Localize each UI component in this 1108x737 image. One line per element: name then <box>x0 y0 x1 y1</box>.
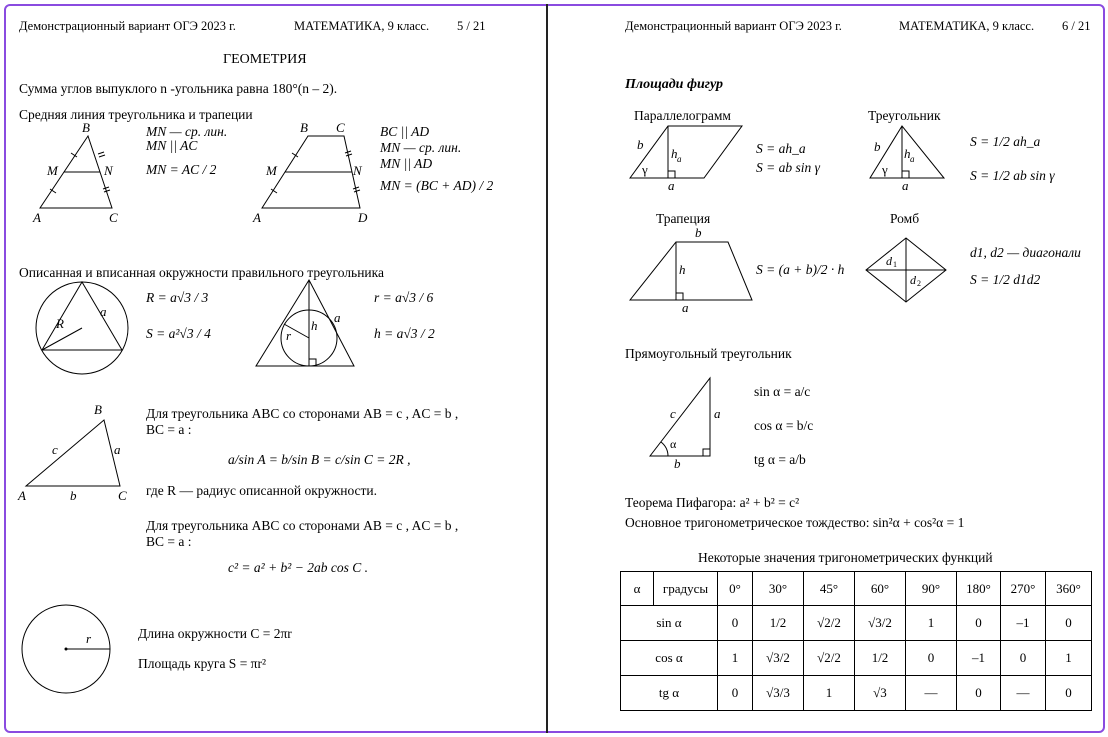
trap-formula: S = (a + b)/2 · h <box>756 262 845 277</box>
svg-text:a: a <box>668 178 675 193</box>
table-row <box>621 676 1092 711</box>
svg-text:2: 2 <box>917 279 921 288</box>
svg-text:c: c <box>52 442 58 457</box>
svg-text:a: a <box>114 442 121 457</box>
svg-text:A: A <box>18 488 26 503</box>
table-row <box>621 606 1092 641</box>
svg-text:r: r <box>286 328 292 343</box>
svg-text:b: b <box>674 456 681 471</box>
row-function: sin α <box>621 606 718 641</box>
svg-text:α: α <box>670 437 677 451</box>
table-cell: 0 <box>718 676 753 711</box>
svg-text:b: b <box>637 137 644 152</box>
circ-R-formula: R = a√3 / 3 <box>146 290 209 305</box>
header-title: Демонстрационный вариант ОГЭ 2023 г. <box>625 19 842 33</box>
header-subject: МАТЕМАТИКА, 9 класс. <box>294 19 430 33</box>
svg-text:b: b <box>695 225 702 240</box>
svg-text:a: a <box>682 300 689 315</box>
table-cell: 1/2 <box>855 641 906 676</box>
table-cell: 1/2 <box>753 606 804 641</box>
svg-text:a: a <box>100 304 107 319</box>
svg-text:a: a <box>677 154 682 164</box>
table-cell: √2/2 <box>804 641 855 676</box>
table-cell: 1 <box>718 641 753 676</box>
table-cell: — <box>906 676 957 711</box>
svg-text:C: C <box>118 488 127 503</box>
circumscribed-circle-diagram <box>32 280 142 380</box>
header-angle: 360° <box>1046 572 1092 606</box>
svg-text:h: h <box>671 146 678 161</box>
table-cell: — <box>1001 676 1046 711</box>
table-cell: 0 <box>718 606 753 641</box>
par-formula-2: S = ab sin γ <box>756 160 820 175</box>
trapezoid-label: Трапеция <box>656 211 711 226</box>
midline-trap-line1: BC || AD <box>380 124 430 139</box>
pythagoras-text: Теорема Пифагора: a² + b² = c² <box>625 495 800 510</box>
midline-title: Средняя линия треугольника и трапеции <box>19 107 253 122</box>
svg-text:h: h <box>311 318 318 333</box>
header-subject: МАТЕМАТИКА, 9 класс. <box>899 19 1035 33</box>
right-triangle-title: Прямоугольный треугольник <box>625 346 792 361</box>
cos-formula: cos α = b/c <box>754 418 814 433</box>
table-cell: –1 <box>1001 606 1046 641</box>
svg-text:h: h <box>679 262 686 277</box>
midline-triangle-diagram <box>30 120 150 230</box>
svg-text:D: D <box>358 210 368 225</box>
circle-diagram <box>20 605 120 705</box>
trig-values-table <box>620 571 1092 711</box>
header-angle: 270° <box>1001 572 1046 606</box>
svg-text:C: C <box>109 210 118 225</box>
identity-text: Основное тригонометрическое тождество: sin²α + cos²α = 1 <box>625 515 965 530</box>
tri-formula-1: S = 1/2 ah_a <box>970 134 1041 149</box>
svg-text:c: c <box>670 406 676 421</box>
svg-text:a: a <box>714 406 721 421</box>
rhombus-note: d1, d2 — диагонали <box>970 245 1081 260</box>
table-row <box>621 641 1092 676</box>
table-cell: 0 <box>957 606 1001 641</box>
sine-law: a/sin A = b/sin B = c/sin C = 2R , <box>228 452 411 467</box>
in-r-formula: r = a√3 / 6 <box>374 290 434 305</box>
midline-tri-line2: MN || AC <box>146 138 198 153</box>
header-angle: 30° <box>753 572 804 606</box>
areas-title: Площади фигур <box>625 77 723 92</box>
table-cell: √2/2 <box>804 606 855 641</box>
midline-trapezoid-diagram <box>252 120 382 230</box>
table-cell: –1 <box>957 641 1001 676</box>
header-angle: 90° <box>906 572 957 606</box>
svg-text:γ: γ <box>882 162 888 177</box>
par-formula-1: S = ah_a <box>756 141 806 156</box>
circle-length: Длина окружности C = 2πr <box>138 626 292 641</box>
page-left <box>0 0 546 737</box>
in-h-formula: h = a√3 / 2 <box>374 326 435 341</box>
header-alpha: α <box>621 572 654 606</box>
table-cell: 1 <box>1046 641 1092 676</box>
svg-text:M: M <box>266 163 277 178</box>
svg-text:N: N <box>353 163 362 178</box>
triangle-abc-diagram <box>18 402 138 502</box>
sin-formula: sin α = a/c <box>754 384 811 399</box>
svg-text:R: R <box>56 316 64 331</box>
circ-S-formula: S = a²√3 / 4 <box>146 326 211 341</box>
table-cell: 0 <box>1046 606 1092 641</box>
table-title: Некоторые значения тригонометрических функций <box>698 550 993 565</box>
inscribed-circle-diagram <box>254 278 364 378</box>
svg-text:1: 1 <box>893 260 897 269</box>
midline-tri-line3: MN = AC / 2 <box>146 162 217 177</box>
header-angle: 180° <box>957 572 1001 606</box>
triangle-label: Треугольник <box>868 108 941 123</box>
parallelogram-diagram <box>628 124 748 194</box>
rhombus-diagram <box>864 236 954 306</box>
header-degrees: градусы <box>654 572 718 606</box>
svg-text:A: A <box>253 210 261 225</box>
section-title: ГЕОМЕТРИЯ <box>223 52 307 67</box>
table-cell: 0 <box>1046 676 1092 711</box>
table-cell: 1 <box>804 676 855 711</box>
cos-law: c² = a² + b² − 2ab cos C . <box>228 560 368 575</box>
svg-text:M: M <box>47 163 58 178</box>
row-function: tg α <box>621 676 718 711</box>
row-function: cos α <box>621 641 718 676</box>
svg-text:B: B <box>94 402 102 417</box>
table-cell: √3/2 <box>753 641 804 676</box>
table-cell: 0 <box>1001 641 1046 676</box>
svg-text:a: a <box>334 310 341 325</box>
midline-tri-line1: MN — ср. лин. <box>146 124 228 139</box>
sine-note: где R — радиус описанной окружности. <box>146 483 378 498</box>
table-cell: 0 <box>957 676 1001 711</box>
rhombus-formula: S = 1/2 d1d2 <box>970 272 1041 287</box>
header-angle: 60° <box>855 572 906 606</box>
tri-formula-2: S = 1/2 ab sin γ <box>970 168 1055 183</box>
header-angle: 0° <box>718 572 753 606</box>
svg-text:N: N <box>104 163 113 178</box>
sine-intro: Для треугольника ABC со сторонами AB = c , AC = b , BC = a : <box>146 406 459 437</box>
svg-text:A: A <box>33 210 41 225</box>
header-page: 5 / 21 <box>457 19 486 33</box>
svg-text:a: a <box>902 178 909 193</box>
header-angle: 45° <box>804 572 855 606</box>
trapezoid-diagram <box>628 225 758 315</box>
circles-title: Описанная и вписанная окружности правильного треугольника <box>19 265 384 280</box>
table-cell: 1 <box>906 606 957 641</box>
header-title: Демонстрационный вариант ОГЭ 2023 г. <box>19 19 236 33</box>
parallelogram-label: Параллелограмм <box>634 108 731 123</box>
table-cell: √3/2 <box>855 606 906 641</box>
svg-text:B: B <box>82 120 90 135</box>
table-cell: 0 <box>906 641 957 676</box>
svg-text:b: b <box>70 488 77 503</box>
polygon-sum-text: Сумма углов выпуклого n -угольника равна 180°(n – 2). <box>19 81 338 96</box>
tg-formula: tg α = a/b <box>754 452 806 467</box>
cos-intro: Для треугольника ABC со сторонами AB = c , AC = b , BC = a : <box>146 518 459 549</box>
table-cell: √3/3 <box>753 676 804 711</box>
header-page: 6 / 21 <box>1062 19 1091 33</box>
midline-trap-line2: MN — ср. лин. <box>380 140 462 155</box>
svg-text:γ: γ <box>642 162 648 177</box>
svg-text:a: a <box>910 154 915 164</box>
rhombus-label: Ромб <box>890 211 920 226</box>
svg-text:d: d <box>910 273 916 287</box>
midline-trap-line3: MN || AD <box>380 156 433 171</box>
triangle-area-diagram <box>868 124 958 194</box>
svg-text:C: C <box>336 120 345 135</box>
table-header-row <box>621 572 1092 606</box>
circle-area: Площадь круга S = πr² <box>138 656 267 671</box>
midline-trap-line4: MN = (BC + AD) / 2 <box>380 178 494 193</box>
svg-text:B: B <box>300 120 308 135</box>
right-triangle-diagram <box>646 376 736 471</box>
svg-text:b: b <box>874 139 881 154</box>
svg-text:h: h <box>904 146 911 161</box>
svg-text:r: r <box>86 631 92 646</box>
table-cell: √3 <box>855 676 906 711</box>
svg-text:d: d <box>886 254 892 268</box>
